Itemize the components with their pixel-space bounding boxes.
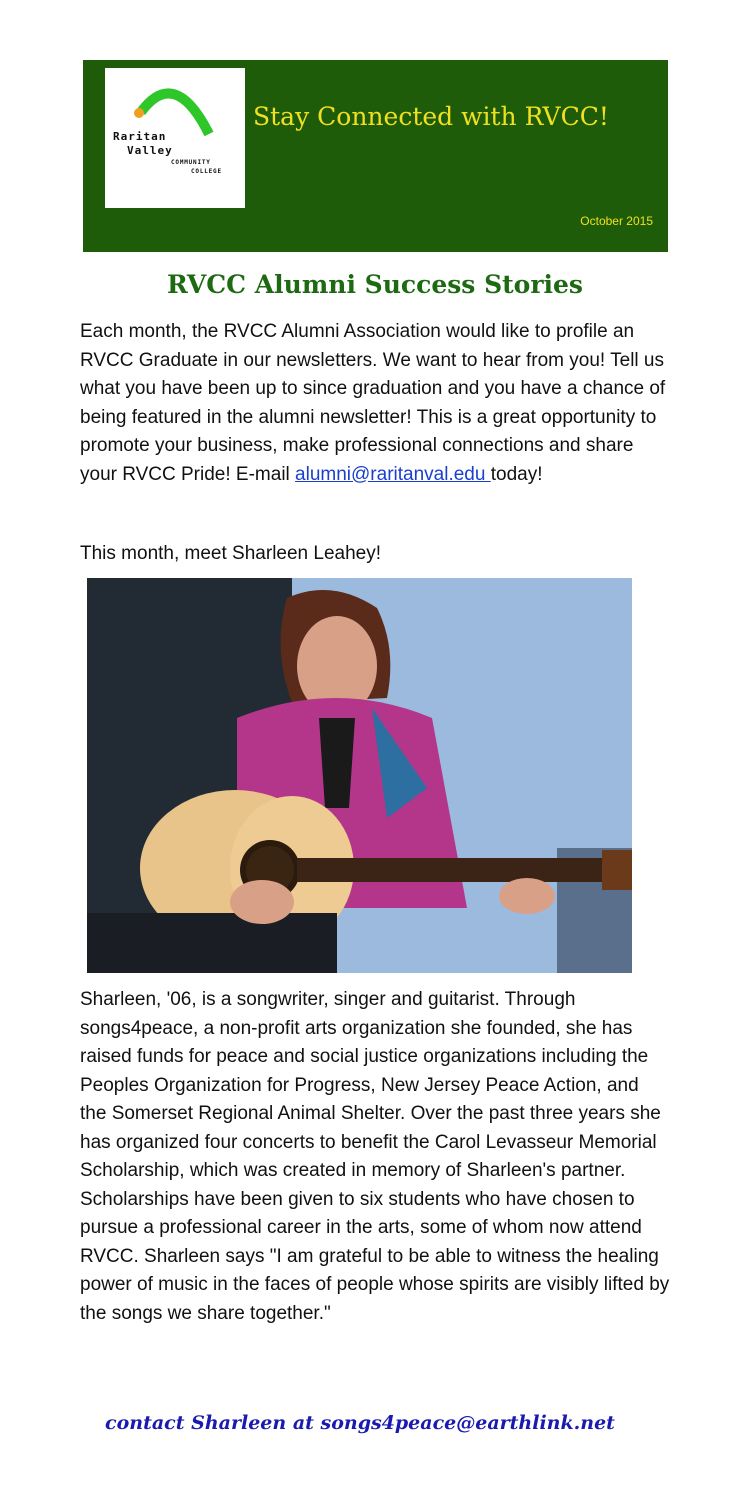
logo-line-valley: Valley (127, 144, 173, 157)
story-paragraph: Sharleen, '06, is a songwriter, singer and guitarist. Through songs4peace, a non-profit arts organization she founded, she has raised funds for peace and social justice organizations including the Peoples Organization for Progress, New Jersey Peace Action, and the Somerset Regional Animal Shelter. Over the past three years she has organized four concerts to benefit the Carol Levasseur Memorial Scholarship, which was created in memory of Sharleen's partner. Scholarships have been given to six students who have chosen to pursue a professional career in the arts, some of whom now attend RVCC. Sharleen says "I am grateful to be able to witness the healing power of music in the faces of people whose spirits are visibly lifted by the songs we share together." (80, 989, 670, 1324)
logo-line-community: COMMUNITY (171, 159, 211, 166)
intro-text: Each month, the RVCC Alumni Association would like to profile an RVCC Graduate in our newsletters. We want to hear from you! Tell us what you have been up to since graduation and you have a chance of being featured in the alumni newsletter! This is a great opportunity to promote your business, make professional connections and share your RVCC Pride! E-mail (80, 321, 666, 485)
logo-line-college: COLLEGE (191, 168, 222, 175)
rvcc-logo (105, 68, 245, 208)
intro-text-end: today! (490, 463, 543, 485)
banner-title: Stay Connected with RVCC! (253, 102, 609, 131)
intro-paragraph (80, 318, 670, 489)
contact-line[interactable]: contact Sharleen at songs4peace@earthlink.net (105, 1412, 615, 1434)
logo-line-raritan: Raritan (113, 130, 167, 143)
page-heading: RVCC Alumni Success Stories (166, 270, 584, 299)
alumni-email-link[interactable]: alumni@raritanval.edu (295, 463, 491, 485)
newsletter-banner (83, 60, 668, 252)
sharleen-guitar-photo (87, 578, 632, 973)
issue-date: October 2015 (580, 214, 653, 228)
meet-line: This month, meet Sharleen Leahey! (80, 543, 382, 564)
